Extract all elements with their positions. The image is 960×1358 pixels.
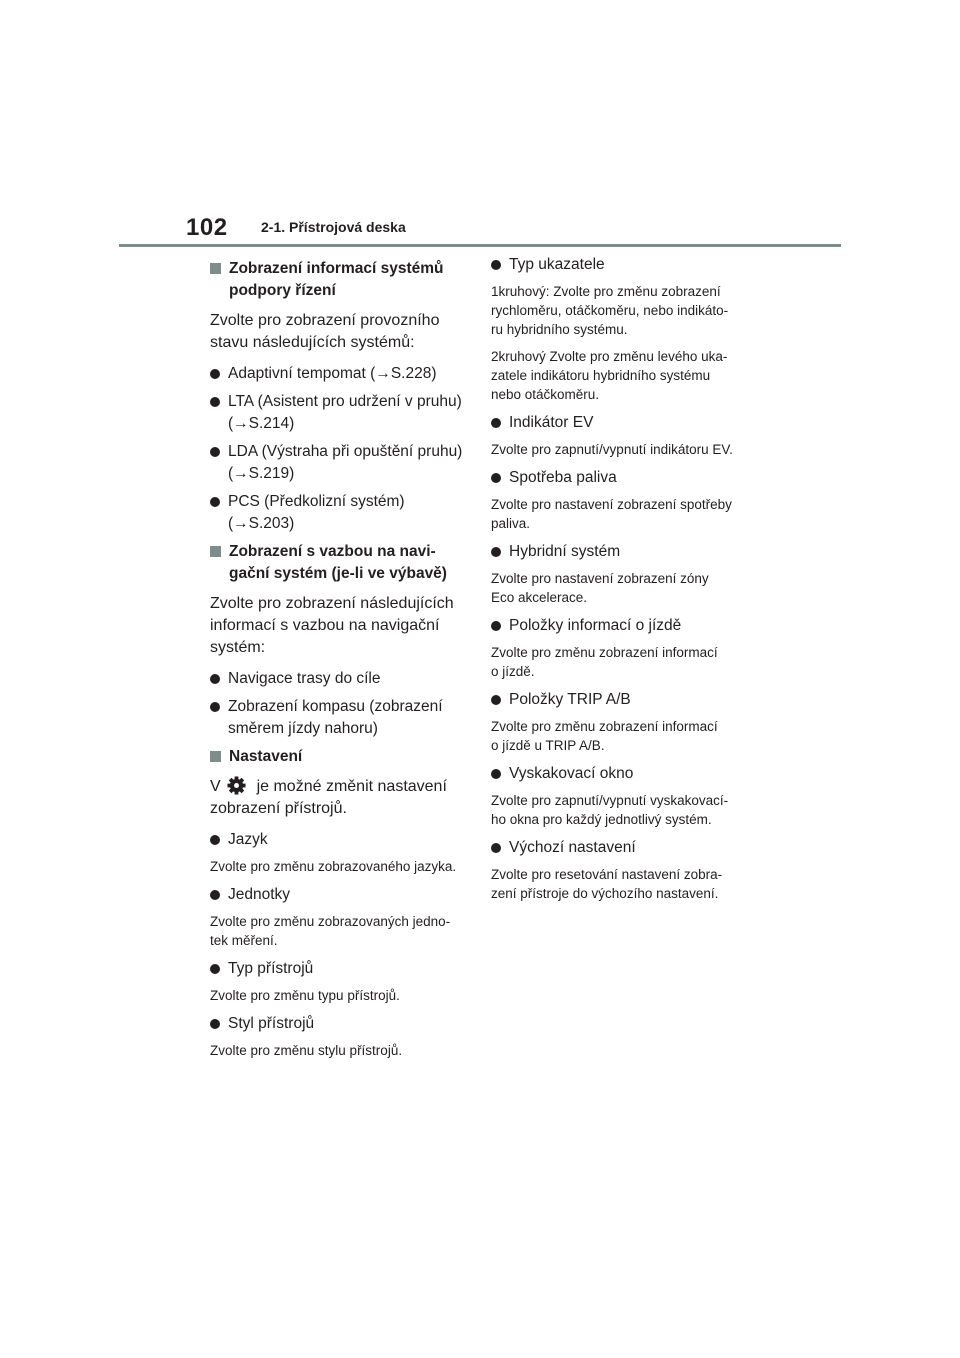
item-description: Zvolte pro změnu typu přístrojů. (210, 988, 400, 1003)
round-bullet-icon (491, 843, 501, 853)
paragraph-line (210, 776, 472, 798)
list-item (491, 837, 753, 859)
round-bullet-icon (210, 369, 220, 379)
list-item-text: Položky informací o jízdě (509, 617, 682, 634)
square-bullet-icon (210, 751, 221, 762)
paragraph-line: zobrazení přístrojů. (210, 800, 347, 817)
round-bullet-icon (210, 397, 220, 407)
section-title-line: Zobrazení informací systémů (229, 260, 444, 277)
gear-icon (227, 776, 246, 795)
list-item-text: směrem jízdy nahoru) (228, 720, 378, 737)
round-bullet-icon (210, 497, 220, 507)
paragraph (210, 593, 472, 659)
list-item-text: Zobrazení kompasu (zobrazení (228, 698, 443, 715)
list-item (491, 615, 753, 637)
round-bullet-icon (210, 447, 220, 457)
list-item (210, 829, 472, 851)
list-item (210, 491, 472, 535)
round-bullet-icon (491, 621, 501, 631)
list-item (210, 391, 472, 435)
list-item-text: LDA (Výstraha při opuštění pruhu) (228, 443, 463, 460)
round-bullet-icon (210, 835, 220, 845)
item-description (491, 643, 753, 681)
section-driving-support (210, 258, 472, 302)
list-item (210, 441, 472, 485)
round-bullet-icon (491, 547, 501, 557)
item-description (491, 569, 753, 607)
section-settings (210, 746, 472, 768)
section-navigation-linked (210, 541, 472, 585)
description-line: zatele indikátoru hybridního systému (491, 368, 711, 383)
paragraph-text: V (210, 778, 221, 795)
description-line: Zvolte pro změnu zobrazení informací (491, 645, 718, 660)
list-item (491, 467, 753, 489)
round-bullet-icon (210, 964, 220, 974)
list-item (210, 668, 472, 690)
description-line: Zvolte pro změnu zobrazení informací (491, 719, 718, 734)
list-item-text: Výchozí nastavení (509, 839, 636, 856)
item-description: Zvolte pro změnu stylu přístrojů. (210, 1043, 403, 1058)
paragraph-line: informací s vazbou na navigační (210, 617, 440, 634)
list-item-text: Typ ukazatele (509, 256, 605, 273)
description-line: Zvolte pro zapnutí/vypnutí vyskakovací- (491, 793, 729, 808)
item-description (210, 912, 472, 950)
header-rule (119, 244, 841, 247)
description-line: Eco akcelerace. (491, 590, 588, 605)
description-line: 1kruhový: Zvolte pro změnu zobrazení (491, 284, 721, 299)
paragraph (210, 310, 472, 354)
list-item-text: Spotřeba paliva (509, 469, 617, 486)
description-line: rychloměru, otáčkoměru, nebo indikáto- (491, 303, 729, 318)
section-title-line: Nastavení (229, 748, 303, 765)
description-line: Zvolte pro resetování nastavení zobra- (491, 867, 723, 882)
list-item-text: Položky TRIP A/B (509, 691, 631, 708)
chapter-title: 2-1. Přístrojová deska (261, 219, 406, 235)
description-line: Zvolte pro nastavení zobrazení spotřeby (491, 497, 732, 512)
description-line: ru hybridního systému. (491, 322, 628, 337)
list-item (491, 763, 753, 785)
list-item-text: Navigace trasy do cíle (228, 670, 381, 687)
paragraph-line: stavu následujících systémů: (210, 334, 415, 351)
list-item (491, 541, 753, 563)
right-column (491, 254, 753, 911)
item-description (491, 865, 753, 903)
list-item-text: LTA (Asistent pro udržení v pruhu) (228, 393, 462, 410)
description-line: Zvolte pro nastavení zobrazení zóny (491, 571, 709, 586)
item-description (491, 282, 753, 339)
item-description: Zvolte pro změnu zobrazovaného jazyka. (210, 859, 457, 874)
description-line: zení přístroje do výchozího nastavení. (491, 886, 719, 901)
list-item-text: Styl přístrojů (228, 1015, 315, 1032)
list-item (210, 1013, 472, 1035)
round-bullet-icon (491, 695, 501, 705)
item-description (491, 495, 753, 533)
paragraph-line: Zvolte pro zobrazení provozního (210, 312, 440, 329)
left-column (210, 254, 472, 1068)
page-reference: (→S.219) (228, 465, 295, 482)
list-item (210, 958, 472, 980)
round-bullet-icon (210, 702, 220, 712)
page-number: 102 (186, 214, 228, 241)
item-description (491, 791, 753, 829)
item-description: Zvolte pro zapnutí/vypnutí indikátoru EV. (491, 442, 733, 457)
item-description (491, 347, 753, 404)
list-item-text: Jednotky (228, 886, 291, 903)
section-title-line: podpory řízení (229, 282, 336, 299)
description-line: tek měření. (210, 933, 278, 948)
list-item (491, 689, 753, 711)
list-item-text: Indikátor EV (509, 414, 594, 431)
round-bullet-icon (210, 674, 220, 684)
description-line: ho okna pro každý jednotlivý systém. (491, 812, 712, 827)
list-item-text: Hybridní systém (509, 543, 621, 560)
list-item-text: Adaptivní tempomat (→S.228) (228, 365, 437, 382)
list-item-text: PCS (Předkolizní systém) (228, 493, 405, 510)
round-bullet-icon (491, 260, 501, 270)
round-bullet-icon (491, 769, 501, 779)
list-item (210, 884, 472, 906)
description-line: nebo otáčkoměru. (491, 387, 600, 402)
list-item-text: Vyskakovací okno (509, 765, 634, 782)
paragraph-text: je možné změnit nastavení (256, 778, 447, 795)
description-line: o jízdě u TRIP A/B. (491, 738, 605, 753)
paragraph (210, 776, 472, 820)
round-bullet-icon (491, 418, 501, 428)
list-item-text: Typ přístrojů (228, 960, 314, 977)
paragraph-line: systém: (210, 639, 266, 656)
round-bullet-icon (491, 473, 501, 483)
list-item (210, 696, 472, 740)
list-item (491, 412, 753, 434)
description-line: 2kruhový Zvolte pro změnu levého uka- (491, 349, 728, 364)
section-title-line: gační systém (je-li ve výbavě) (229, 565, 447, 582)
round-bullet-icon (210, 1019, 220, 1029)
square-bullet-icon (210, 546, 221, 557)
description-line: o jízdě. (491, 664, 535, 679)
page-reference: (→S.214) (228, 415, 295, 432)
page-reference: (→S.203) (228, 515, 295, 532)
description-line: paliva. (491, 516, 531, 531)
section-title-line: Zobrazení s vazbou na navi- (229, 543, 436, 560)
item-description (491, 717, 753, 755)
round-bullet-icon (210, 890, 220, 900)
list-item (210, 363, 472, 385)
description-line: Zvolte pro změnu zobrazovaných jedno- (210, 914, 451, 929)
paragraph-line: Zvolte pro zobrazení následujících (210, 595, 454, 612)
square-bullet-icon (210, 263, 221, 274)
list-item-text: Jazyk (228, 831, 268, 848)
list-item (491, 254, 753, 276)
